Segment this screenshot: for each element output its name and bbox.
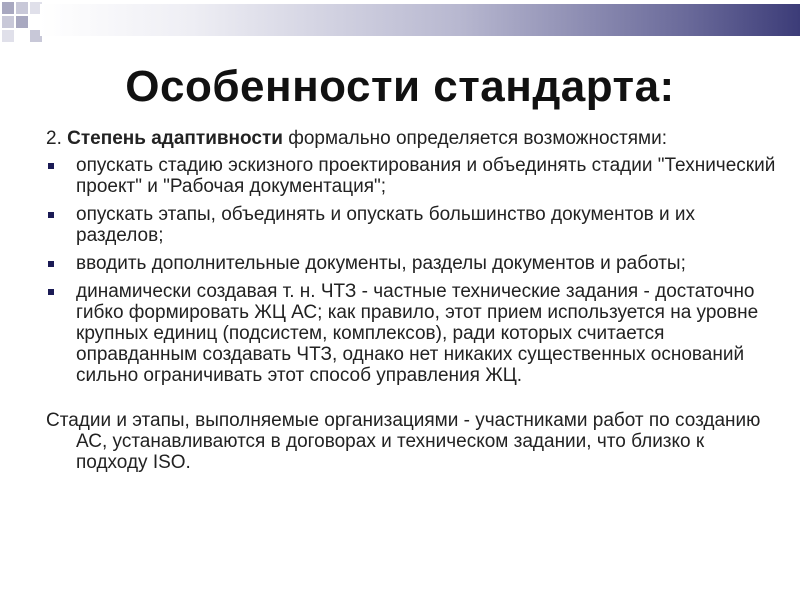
list-item [46, 253, 776, 274]
square-bullet-icon [48, 212, 54, 218]
list-item-text: опускать этапы, объединять и опускать большинство документов и их разделов; [76, 204, 696, 246]
square-bullet-icon [48, 163, 54, 169]
list-item-text: опускать стадию эскизного проектирования и объединять стадии "Технический проект" и "Рабочая документация"; [76, 155, 776, 197]
list-item [46, 281, 776, 386]
decor-square [2, 2, 14, 14]
bullet-list [46, 155, 776, 386]
intro-number: 2. [46, 128, 62, 149]
decor-square [2, 16, 14, 28]
slide-content [46, 128, 776, 473]
list-item [46, 204, 776, 246]
list-item-text: вводить дополнительные документы, разделы документов и работы; [76, 253, 686, 274]
intro-bold-term: Степень адаптивности [67, 128, 283, 149]
square-bullet-icon [48, 261, 54, 267]
intro-paragraph [46, 128, 776, 149]
square-bullet-icon [48, 289, 54, 295]
intro-rest: формально определяется возможностями: [288, 128, 667, 149]
decor-square [2, 30, 14, 42]
list-item [46, 155, 776, 197]
decor-square [16, 16, 28, 28]
list-item-text: динамически создавая т. н. ЧТЗ - частные технические задания - достаточно гибко формировать ЖЦ АС; как правило, этот прием используется на уровне крупных единиц (подсистем, комплексов), ради которых считается оправданным создавать ЧТЗ, однако нет никаких существенных оснований сильно ограничивать этот способ управления ЖЦ. [76, 281, 759, 386]
slide-title: Особенности стандарта: [125, 62, 675, 111]
decor-square [16, 2, 28, 14]
closing-paragraph: Стадии и этапы, выполняемые организациями - участниками работ по созданию АС, устанавливаются в договорах и техническом задании, что близко к подходу ISO. [46, 410, 761, 473]
header-gradient-bar [40, 4, 800, 36]
